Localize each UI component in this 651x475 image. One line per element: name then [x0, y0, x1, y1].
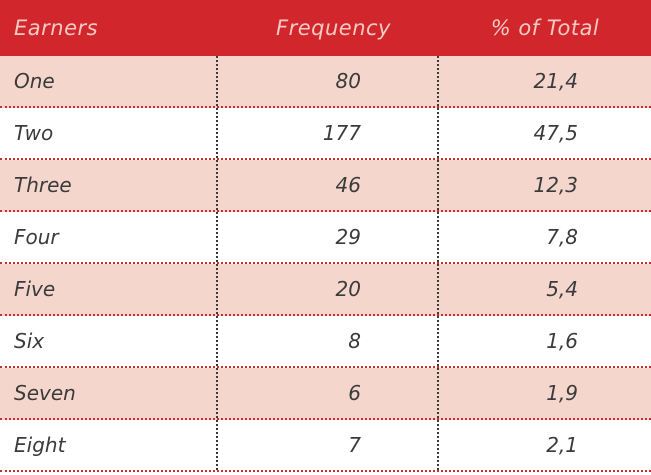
table-row [0, 56, 651, 108]
percent-cell: 12,3 [533, 173, 578, 197]
frequency-cell: 46 [218, 160, 439, 210]
earners-cell: Five [0, 264, 218, 314]
earners-cell: Three [0, 160, 218, 210]
table-row [0, 212, 651, 264]
earners-cell: Six [0, 316, 218, 366]
percent-cell: 2,1 [546, 433, 578, 457]
earners-cell: Two [0, 108, 218, 158]
table-row [0, 160, 651, 212]
percent-cell: 1,6 [546, 329, 578, 353]
frequency-cell: 20 [218, 264, 439, 314]
table-row [0, 264, 651, 316]
header-earners: Earners [14, 16, 99, 40]
percent-cell: 5,4 [546, 277, 578, 301]
table-header-row [0, 0, 651, 56]
earners-cell: Seven [0, 368, 218, 418]
table-row [0, 316, 651, 368]
frequency-cell: 8 [218, 316, 439, 366]
header-percent-of-total: % of Total [490, 16, 600, 40]
frequency-cell: 6 [218, 368, 439, 418]
percent-cell: 1,9 [546, 381, 578, 405]
table-row [0, 108, 651, 160]
earners-cell: One [0, 56, 218, 106]
header-frequency: Frequency [276, 16, 391, 40]
frequency-cell: 80 [218, 56, 439, 106]
percent-cell: 21,4 [533, 69, 578, 93]
percent-cell: 7,8 [546, 225, 578, 249]
earners-cell: Eight [0, 420, 218, 470]
frequency-cell: 177 [218, 108, 439, 158]
frequency-cell: 29 [218, 212, 439, 262]
percent-cell: 47,5 [533, 121, 578, 145]
table-row [0, 420, 651, 472]
frequency-cell: 7 [218, 420, 439, 470]
earners-cell: Four [0, 212, 218, 262]
table-row [0, 368, 651, 420]
